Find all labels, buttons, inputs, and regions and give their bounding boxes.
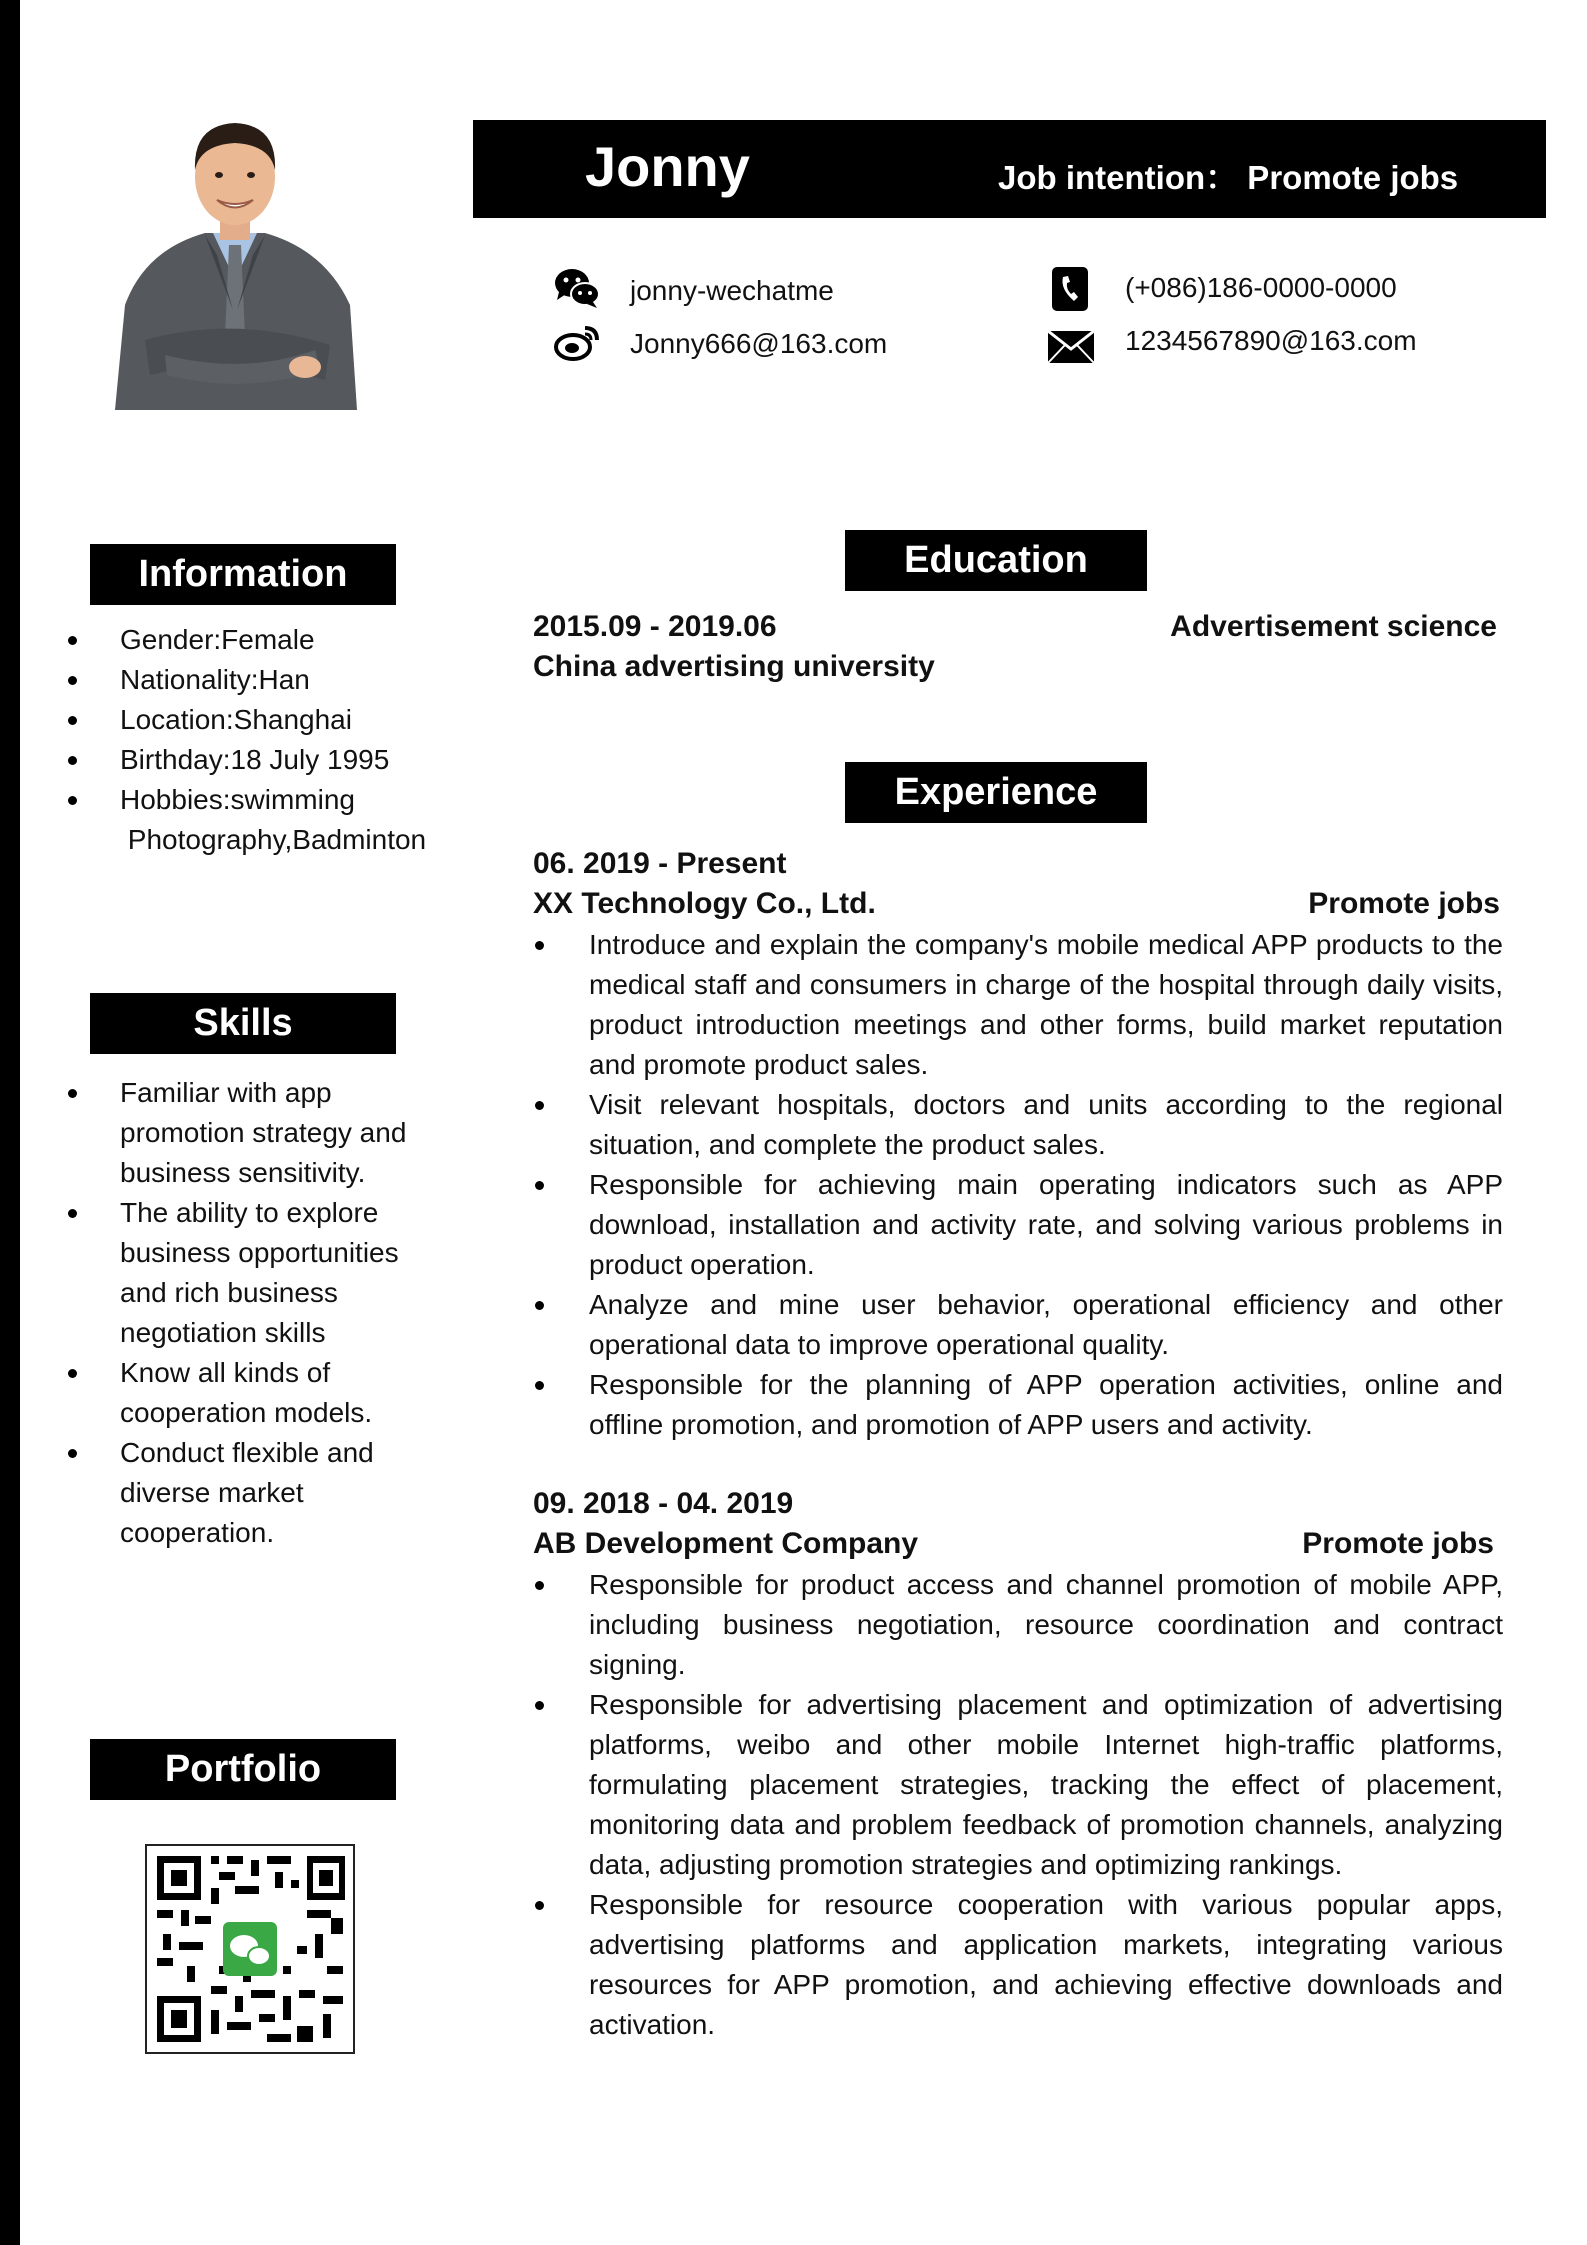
wechat-icon [553, 266, 601, 315]
education-major: Advertisement science [1170, 610, 1497, 643]
responsibility-item: Responsible for the planning of APP operation activities, online and offline promotion, and promotion of APP users and activity. [533, 1365, 1503, 1445]
responsibility-item: Visit relevant hospitals, doctors and units according to the regional situation, and complete the product sales. [533, 1085, 1503, 1165]
weibo-icon [553, 322, 601, 367]
left-edge-bar [0, 0, 20, 2245]
education-period: 2015.09 - 2019.06 [533, 610, 777, 643]
experience-heading: Experience [845, 762, 1147, 823]
info-location: Location:Shanghai [65, 700, 485, 740]
job-responsibilities [533, 1565, 1503, 2045]
responsibility-item: Responsible for resource cooperation with various popular apps, advertising platforms and application markets, integrating various resources for APP promotion, and achieving effective downloads and activation. [533, 1885, 1503, 2045]
responsibility-item: Responsible for advertising placement and optimization of advertising platforms, weibo and other mobile Internet high-traffic platforms, formulating placement strategies, tracking the effect of placement, monitoring data and problem feedback of promotion channels, analyzing data, adjusting promotion strategies and optimizing rankings. [533, 1685, 1503, 1885]
info-gender: Gender:Female [65, 620, 485, 660]
profile-photo [105, 105, 365, 410]
job-period: 06. 2019 - Present [533, 847, 787, 880]
responsibility-item: Analyze and mine user behavior, operational efficiency and other operational data to improve operational quality. [533, 1285, 1503, 1365]
envelope-icon [1047, 330, 1095, 369]
information-heading: Information [90, 544, 396, 605]
info-hobbies: Hobbies:swimming [65, 780, 485, 820]
job-role: Promote jobs [1308, 887, 1500, 920]
job-company: AB Development Company [533, 1527, 919, 1560]
name-banner [473, 120, 1546, 218]
phone-icon [1050, 265, 1090, 318]
job-company: XX Technology Co., Ltd. [533, 887, 876, 920]
job-role: Promote jobs [1302, 1527, 1494, 1560]
job-responsibilities [533, 925, 1503, 1445]
email-address: 1234567890@163.com [1125, 325, 1417, 356]
skills-heading: Skills [90, 993, 396, 1054]
info-hobbies-continued: Photography,Badminton [120, 824, 427, 855]
education-school: China advertising university [533, 650, 935, 683]
wechat-id: jonny-wechatme [630, 275, 834, 306]
skill-item: Conduct flexible and diverse market cooperation. [65, 1433, 425, 1553]
portfolio-heading: Portfolio [90, 1739, 396, 1800]
responsibility-item: Introduce and explain the company's mobile medical APP products to the medical staff and consumers in charge of the hospital through daily visits, product introduction meetings and other forms, build market reputation and promote product sales. [533, 925, 1503, 1085]
weibo-email: Jonny666@163.com [630, 328, 888, 359]
portfolio-qr-code[interactable] [145, 1844, 355, 2054]
job-period: 09. 2018 - 04. 2019 [533, 1487, 794, 1520]
candidate-name: Jonny [585, 135, 750, 198]
skill-item: The ability to explore business opportunities and rich business negotiation skills [65, 1193, 425, 1353]
skill-item: Familiar with app promotion strategy and business sensitivity. [65, 1073, 425, 1193]
phone-number: (+086)186-0000-0000 [1125, 272, 1397, 303]
responsibility-item: Responsible for achieving main operating indicators such as APP download, installation and activity rate, and solving various problems in product operation. [533, 1165, 1503, 1285]
education-heading: Education [845, 530, 1147, 591]
info-birthday: Birthday:18 July 1995 [65, 740, 485, 780]
responsibility-item: Responsible for product access and channel promotion of mobile APP, including business negotiation, resource coordination and contract signing. [533, 1565, 1503, 1685]
job-intention: Job intention： Promote jobs [998, 159, 1459, 196]
skill-item: Know all kinds of cooperation models. [65, 1353, 425, 1433]
information-list [65, 620, 485, 820]
info-nationality: Nationality:Han [65, 660, 485, 700]
skills-list [65, 1073, 425, 1553]
